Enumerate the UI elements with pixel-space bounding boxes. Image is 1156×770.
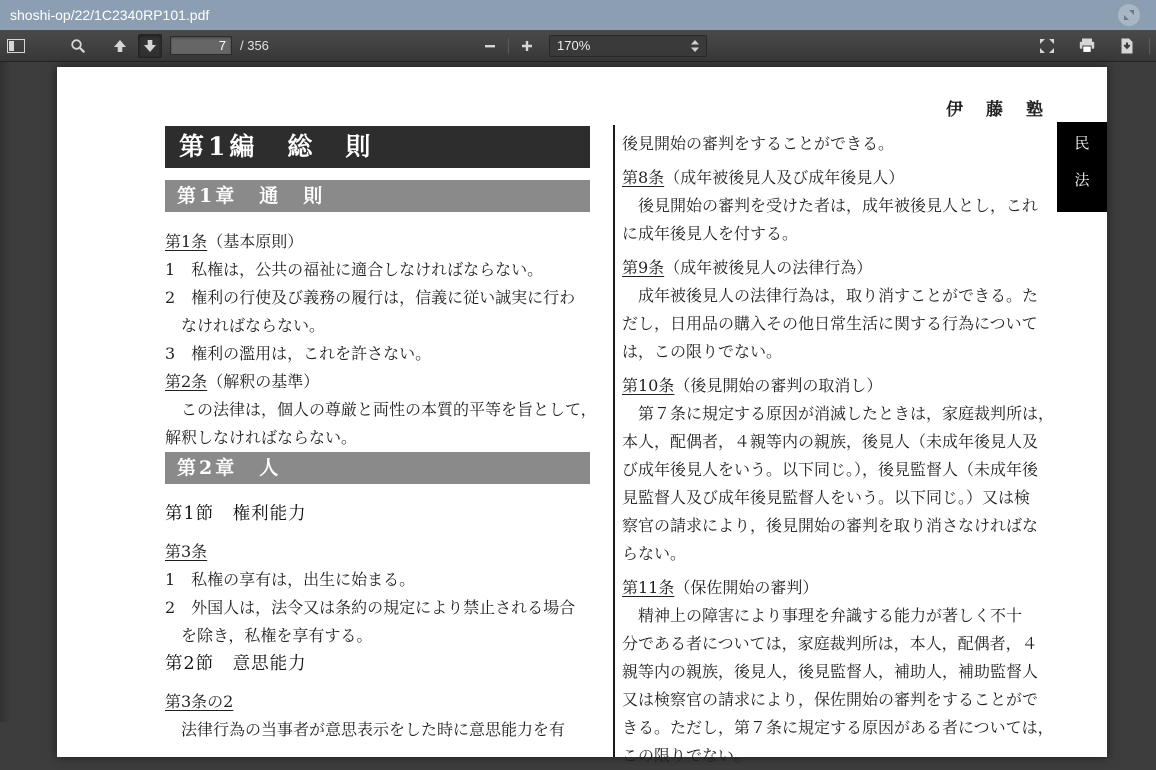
text-line: 後見開始の審判を受けた者は，成年被後見人とし，これ [622,196,1039,215]
paragraph [622,192,1054,248]
text-line: きる。ただし，第７条に規定する原因がある者については， [622,718,1054,737]
article-heading [622,574,1054,602]
left-text-column [165,126,605,744]
article-heading [622,254,1054,282]
toolbar-left-group [0,30,269,61]
next-page-button[interactable] [138,34,162,58]
article-number: 第3条の2 [165,692,234,711]
download-button[interactable] [1115,34,1139,58]
zoom-level-select[interactable] [549,35,707,57]
text-line: なければならない。 [165,316,326,335]
article-title: （解釈の基準） [207,372,320,391]
select-spinner-icon [691,40,699,52]
text-line: 2 外国人は，法令又は条約の規定により禁止される場合 [165,598,576,617]
resize-arrows-icon[interactable] [1118,4,1140,26]
article-heading [165,228,605,256]
article-heading [622,372,1054,400]
article-heading [165,538,605,566]
text-line: 1 私権の享有は，出生に始まる。 [165,570,416,589]
text-line: 又は検察官の請求により，保佐開始の審判をすることがで [622,690,1039,709]
text-line: 解釈しなければならない。 [165,428,358,447]
section-heading: 第2節 意思能力 [165,654,307,674]
article-number: 第11条 [622,578,675,597]
subject-tab-label: 民法 [1072,135,1091,209]
paragraph [165,256,605,368]
paragraph [165,566,605,650]
paragraph [165,396,605,452]
text-line: 2 権利の行使及び義務の履行は，信義に従い誠実に行わ [165,288,576,307]
article-number: 第9条 [622,258,665,277]
page-number-input[interactable] [170,36,232,55]
article-number: 第1条 [165,232,208,251]
viewer-left-shadow [0,62,12,722]
zoom-in-button[interactable] [515,34,539,58]
text-line: だし，日用品の購入その他日常生活に関する行為について [622,314,1038,333]
text-line: 察官の請求により，後見開始の審判を取り消さなければな [622,516,1039,535]
paragraph [622,602,1054,770]
article-heading [622,164,1054,192]
text-line: 第７条に規定する原因が消滅したときは，家庭裁判所は， [622,404,1055,423]
text-line: 精神上の障害により事理を弁識する能力が著しく不十 [622,606,1023,625]
text-line: らない。 [622,544,687,563]
text-line: 3 権利の濫用は，これを許さない。 [165,344,432,363]
document-title: shoshi-op/22/1C2340RP101.pdf [10,7,210,23]
text-line: 法律行為の当事者が意思表示をした時に意思能力を有 [165,720,566,739]
text-line: 成年被後見人の法律行為は，取り消すことができる。た [622,286,1039,305]
toolbar [0,30,1156,62]
text-line: 1 私権は，公共の福祉に適合しなければならない。 [165,260,544,279]
text-line: に成年後見人を付する。 [622,224,799,243]
article-heading [165,368,605,396]
toolbar-right-group [1035,30,1150,61]
title-bar [0,0,1156,30]
text-line: は，この限りでない。 [622,342,783,361]
text-line: 本人，配偶者，４親等内の親族，後見人（未成年後見人及 [622,432,1039,451]
text-line: び成年後見人をいう。以下同じ。），後見監督人（未成年後 [622,460,1039,479]
sidebar-toggle-button[interactable] [4,34,28,58]
text-line: を除き，私権を享有する。 [165,626,373,645]
paragraph [622,130,1054,158]
article-number: 第8条 [622,168,665,187]
text-line: 親等内の親族，後見人，後見監督人，補助人，補助監督人 [622,662,1039,681]
zoom-controls [478,30,707,61]
article-title: （成年被後見人の法律行為） [664,258,873,277]
chapter-heading: 第1章 通 則 [165,180,590,212]
previous-page-button[interactable] [108,34,132,58]
article-title: （基本原則） [207,232,304,251]
document-viewer[interactable] [0,62,1156,765]
paragraph [165,716,605,744]
pdf-page [57,67,1107,765]
search-icon[interactable] [66,34,90,58]
text-line: この限りでない。 [622,746,751,765]
chapter-heading: 第2章 人 [165,452,590,484]
text-line: 見監督人及び成年後見監督人をいう。以下同じ。）又は検 [622,488,1031,507]
zoom-level-value: 170% [557,38,591,53]
part-heading: 第1編 総 則 [165,126,590,168]
subject-tab [1057,122,1107,212]
article-title: （後見開始の審判の取消し） [674,376,883,395]
right-text-column [622,130,1054,770]
page-count-label: / 356 [240,38,269,53]
zoom-out-button[interactable] [478,34,502,58]
article-number: 第10条 [622,376,675,395]
text-line: 分である者については，家庭裁判所は，本人，配偶者，４ [622,634,1038,653]
column-divider [613,125,615,757]
paragraph [622,282,1054,366]
text-line: この法律は，個人の尊厳と両性の本質的平等を旨として， [165,400,597,419]
toolbar-separator [508,38,509,54]
article-heading [165,688,605,716]
article-number: 第3条 [165,542,208,561]
article-title: （保佐開始の審判） [674,578,819,597]
article-title: （成年被後見人及び成年後見人） [664,168,905,187]
toolbar-separator [1149,38,1150,54]
paragraph [622,400,1054,568]
print-button[interactable] [1075,34,1099,58]
text-line: 後見開始の審判をすることができる。 [622,134,895,153]
brand-header: 伊 藤 塾 [946,100,1046,120]
section-heading: 第1節 権利能力 [165,504,307,524]
presentation-mode-button[interactable] [1035,34,1059,58]
article-number: 第2条 [165,372,208,391]
